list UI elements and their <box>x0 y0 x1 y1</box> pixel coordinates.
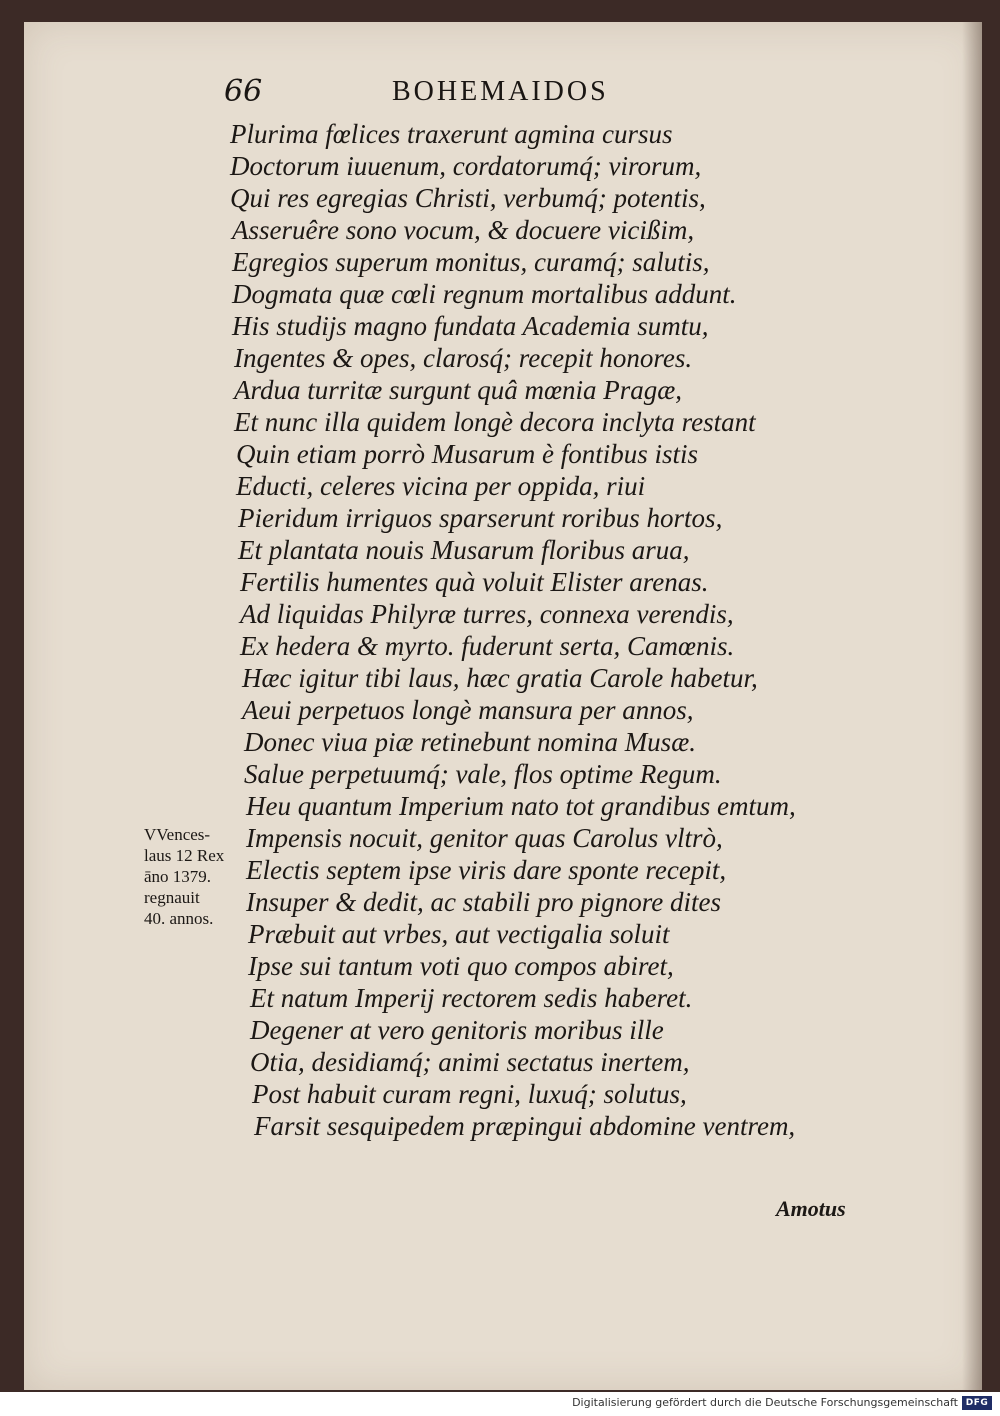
marginal-note-line: regnauit <box>144 888 200 907</box>
verse-line: Asseruêre sono vocum, & docuere vicißim, <box>232 215 695 245</box>
verse-line: Ingentes & opes, clarosq́; recepit honores. <box>234 343 693 373</box>
verse-line: Aeui perpetuos longè mansura per annos, <box>242 695 694 725</box>
verse-line: Ex hedera & myrto. fuderunt serta, Camœnis. <box>240 631 735 661</box>
marginal-note-line: 40. annos. <box>144 909 214 928</box>
marginal-note-line: laus 12 Rex <box>144 846 225 865</box>
verse-line: Præbuit aut vrbes, aut vectigalia soluit <box>248 919 670 949</box>
verse-line: Pieridum irriguos sparserunt roribus hortos, <box>238 503 723 533</box>
verse-line: Qui res egregias Christi, verbumq́; potentis, <box>230 183 706 213</box>
marginal-note-line: VVences- <box>144 825 211 844</box>
page-gutter-shadow <box>962 22 982 1390</box>
verse-line: Doctorum iuuenum, cordatorumq́; virorum, <box>230 151 702 181</box>
book-page <box>24 22 982 1390</box>
running-title: BOHEMAIDOS <box>392 76 609 107</box>
verse-line: Heu quantum Imperium nato tot grandibus emtum, <box>246 791 796 821</box>
verse-line: Electis septem ipse viris dare sponte recepit, <box>246 855 727 885</box>
dfg-logo-icon: DFG <box>962 1396 992 1410</box>
verse-line: Hæc igitur tibi laus, hæc gratia Carole habetur, <box>242 663 758 693</box>
verse-line: Farsit sesquipedem præpingui abdomine ventrem, <box>254 1111 796 1141</box>
footer-bar <box>0 1392 1000 1416</box>
verse-line: Ardua turritæ surgunt quâ mœnia Pragæ, <box>234 375 683 405</box>
page-number: 66 <box>224 74 263 109</box>
catchword: Amotus <box>776 1196 846 1221</box>
verse-line: Degener at vero genitoris moribus ille <box>250 1015 664 1045</box>
verse-line: Et nunc illa quidem longè decora inclyta restant <box>234 407 756 437</box>
verse-line: Salue perpetuumq́; vale, flos optime Regum. <box>244 759 722 789</box>
verse-line: Post habuit curam regni, luxuq́; solutus, <box>252 1079 687 1109</box>
verse-line: Quin etiam porrò Musarum è fontibus istis <box>236 439 699 469</box>
verse-line: Egregios superum monitus, curamq́; salutis, <box>232 247 710 277</box>
verse-line: Dogmata quæ cœli regnum mortalibus addunt. <box>232 279 737 309</box>
verse-line: Donec viua piæ retinebunt nomina Musæ. <box>244 727 696 757</box>
marginal-note-line: āno 1379. <box>144 867 212 886</box>
verse-line: His studijs magno fundata Academia sumtu, <box>232 311 709 341</box>
verse-line: Et plantata nouis Musarum floribus arua, <box>238 535 690 565</box>
page-header <box>24 74 982 114</box>
funding-credit: Digitalisierung gefördert durch die Deutsche Forschungsgemeinschaft <box>572 1396 958 1409</box>
verse-line: Insuper & dedit, ac stabili pro pignore dites <box>246 887 721 917</box>
verse-line: Otia, desidiamq́; animi sectatus inertem, <box>250 1047 690 1077</box>
verse-line: Et natum Imperij rectorem sedis haberet. <box>250 983 693 1013</box>
verse-line: Impensis nocuit, genitor quas Carolus vltrò, <box>246 823 723 853</box>
verse-line: Educti, celeres vicina per oppida, riui <box>236 471 646 501</box>
marginal-note <box>144 824 254 929</box>
verse-line: Plurima fœlices traxerunt agmina cursus <box>230 119 673 149</box>
verse-line: Ipse sui tantum voti quo compos abiret, <box>248 951 674 981</box>
verse-line: Fertilis humentes quà voluit Elister arenas. <box>240 567 709 597</box>
verse-line: Ad liquidas Philyræ turres, connexa verendis, <box>240 599 734 629</box>
